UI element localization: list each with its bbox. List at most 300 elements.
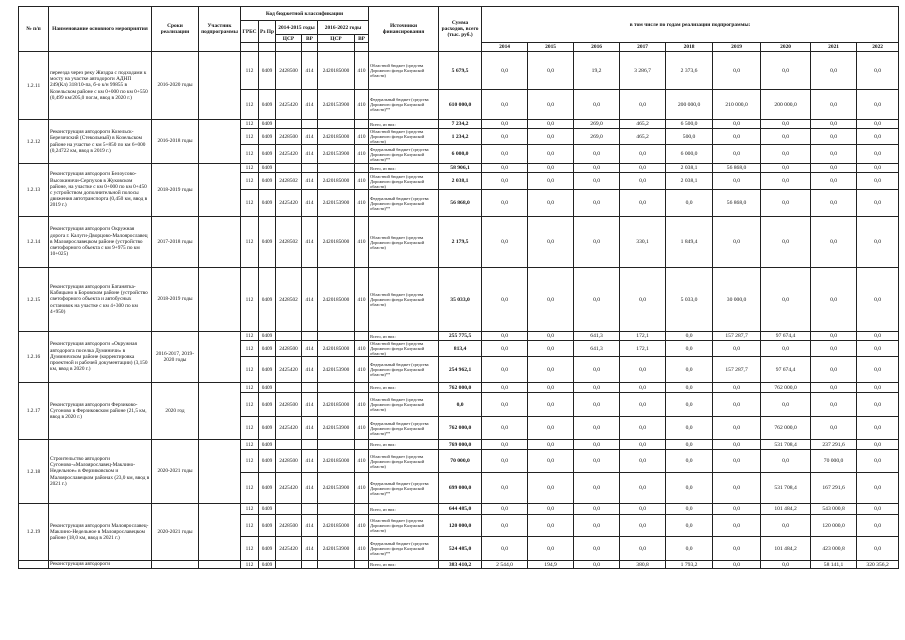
year-value: 0,0	[482, 164, 528, 173]
code-vr-2014: 414	[302, 145, 318, 164]
code-vr-2016	[355, 120, 369, 129]
measure-name: Реконструкция автодороги «Окружная автодорога поселка Думиничи» в Думиничском районе (корректировка проектной и рабочей документации) (3,150 км, ввод в 2020 г.)	[49, 332, 152, 383]
header-by-year: в том числе по годам реализации подпрограммы:	[482, 7, 899, 43]
code-vr-2014	[302, 440, 318, 450]
measure-term	[152, 561, 199, 569]
code-csr-2016: 2420185000	[318, 217, 355, 268]
year-value: 172,1	[620, 341, 666, 357]
participant-cell	[199, 561, 241, 569]
year-value: 0,0	[574, 190, 620, 217]
year-value: 0,0	[811, 52, 857, 90]
year-value: 5 033,0	[666, 268, 713, 332]
year-value: 0,0	[620, 268, 666, 332]
year-value: 0,0	[811, 145, 857, 164]
year-value: 0,0	[620, 537, 666, 561]
year-value: 0,0	[574, 450, 620, 473]
participant-cell	[199, 268, 241, 332]
measure-term: 2016-2018 годы	[152, 120, 199, 164]
year-value: 0,0	[761, 341, 811, 357]
year-value: 0,0	[857, 515, 899, 537]
funding-source: Всего, из них:	[369, 120, 439, 129]
code-vr-2016	[355, 164, 369, 173]
code-rzpr: 0409	[259, 473, 276, 504]
total-sum: 644 485,0	[439, 504, 482, 515]
code-grbs: 112	[241, 537, 259, 561]
header-code-spacer	[318, 43, 355, 52]
year-value: 0,0	[857, 341, 899, 357]
year-value: 0,0	[482, 120, 528, 129]
code-csr-2014: 2428500	[276, 515, 302, 537]
code-csr-2014	[276, 332, 302, 341]
year-value: 0,0	[666, 515, 713, 537]
row-index: 1.2.15	[19, 268, 49, 332]
table-row	[19, 164, 899, 173]
year-value: 237 291,6	[811, 440, 857, 450]
year-value: 0,0	[857, 417, 899, 440]
year-value: 0,0	[620, 90, 666, 120]
year-value: 0,0	[482, 537, 528, 561]
year-value: 0,0	[528, 515, 574, 537]
code-vr-2014	[302, 561, 318, 569]
code-csr-2016: 2420185000	[318, 173, 355, 190]
funding-source: Всего, из них:	[369, 164, 439, 173]
code-csr-2016: 2420185000	[318, 393, 355, 417]
code-grbs: 112	[241, 190, 259, 217]
code-vr-2014: 414	[302, 217, 318, 268]
code-vr-2016	[355, 332, 369, 341]
year-value: 0,0	[857, 120, 899, 129]
code-csr-2016: 2420185000	[318, 450, 355, 473]
header-year: 2015	[528, 43, 574, 52]
code-rzpr: 0409	[259, 537, 276, 561]
code-csr-2016: 2420153900	[318, 537, 355, 561]
code-csr-2016	[318, 164, 355, 173]
funding-source: Федеральный бюджет (средства Дорожного фонда Калужской области)**	[369, 190, 439, 217]
year-value: 0,0	[528, 145, 574, 164]
year-value: 0,0	[482, 217, 528, 268]
year-value: 0,0	[528, 450, 574, 473]
code-csr-2016: 2420153900	[318, 90, 355, 120]
year-value: 58 141,1	[811, 561, 857, 569]
code-vr-2016: 410	[355, 129, 369, 145]
code-rzpr: 0409	[259, 129, 276, 145]
year-value: 1 793,2	[666, 561, 713, 569]
total-sum: 524 485,0	[439, 537, 482, 561]
code-csr-2014	[276, 561, 302, 569]
header-2016-2022: 2016-2022 годы	[318, 21, 369, 35]
header-vr: ВР	[302, 35, 318, 43]
measure-term: 2020 год	[152, 383, 199, 440]
code-vr-2014: 414	[302, 129, 318, 145]
year-value: 0,0	[482, 129, 528, 145]
code-vr-2014: 414	[302, 341, 318, 357]
year-value: 0,0	[761, 515, 811, 537]
year-value: 0,0	[528, 332, 574, 341]
funding-source: Областной бюджет (средства Дорожного фонда Калужской области)	[369, 515, 439, 537]
year-value: 531 708,4	[761, 440, 811, 450]
year-value: 0,0	[713, 515, 761, 537]
year-value: 56 868,0	[713, 190, 761, 217]
year-value: 101 484,2	[761, 504, 811, 515]
year-value: 0,0	[811, 129, 857, 145]
year-value: 0,0	[761, 145, 811, 164]
year-value: 0,0	[620, 357, 666, 383]
code-csr-2016: 2420185000	[318, 129, 355, 145]
code-vr-2014	[302, 332, 318, 341]
total-sum: 254 962,1	[439, 357, 482, 383]
code-csr-2014: 2428500	[276, 129, 302, 145]
code-rzpr: 0409	[259, 164, 276, 173]
year-value: 0,0	[620, 450, 666, 473]
year-value: 0,0	[857, 383, 899, 393]
measure-term: 2020-2021 годы	[152, 440, 199, 504]
year-value: 0,0	[666, 357, 713, 383]
year-value: 0,0	[857, 504, 899, 515]
code-rzpr: 0409	[259, 90, 276, 120]
header-csr: ЦСР	[318, 35, 355, 43]
year-value: 0,0	[761, 450, 811, 473]
year-value: 0,0	[713, 341, 761, 357]
code-vr-2014: 414	[302, 417, 318, 440]
year-value: 200 000,0	[666, 90, 713, 120]
code-csr-2014	[276, 120, 302, 129]
year-value: 19,2	[574, 52, 620, 90]
year-value: 0,0	[666, 473, 713, 504]
total-sum: 813,4	[439, 341, 482, 357]
year-value: 0,0	[574, 417, 620, 440]
year-value: 0,0	[857, 90, 899, 120]
code-rzpr: 0409	[259, 440, 276, 450]
code-csr-2016	[318, 561, 355, 569]
year-value: 0,0	[620, 173, 666, 190]
year-value: 0,0	[482, 190, 528, 217]
row-index: 1.2.12	[19, 120, 49, 164]
year-value: 0,0	[857, 52, 899, 90]
header-term: Сроки реализации	[152, 7, 199, 52]
year-value: 0,0	[811, 393, 857, 417]
header-csr: ЦСР	[276, 35, 302, 43]
year-value: 167 291,6	[811, 473, 857, 504]
participant-cell	[199, 217, 241, 268]
funding-source: Областной бюджет (средства Дорожного фонда Калужской области)	[369, 129, 439, 145]
year-value: 0,0	[666, 450, 713, 473]
code-csr-2014: 2428500	[276, 450, 302, 473]
code-csr-2014: 2428500	[276, 393, 302, 417]
year-value: 0,0	[574, 145, 620, 164]
code-rzpr: 0409	[259, 332, 276, 341]
total-sum: 7 234,2	[439, 120, 482, 129]
year-value: 0,0	[666, 417, 713, 440]
code-vr-2016	[355, 440, 369, 450]
code-vr-2016: 410	[355, 52, 369, 90]
year-value: 0,0	[713, 52, 761, 90]
code-csr-2014: 2425420	[276, 537, 302, 561]
participant-cell	[199, 120, 241, 164]
header-year: 2019	[713, 43, 761, 52]
year-value: 0,0	[761, 393, 811, 417]
year-value: 0,0	[620, 417, 666, 440]
year-value: 269,0	[574, 120, 620, 129]
header-code-spacer	[259, 43, 276, 52]
header-year: 2016	[574, 43, 620, 52]
year-value: 0,0	[482, 440, 528, 450]
code-grbs: 112	[241, 120, 259, 129]
year-value: 0,0	[857, 357, 899, 383]
row-index: 1.2.19	[19, 504, 49, 561]
year-value: 157 287,7	[713, 332, 761, 341]
year-value: 0,0	[666, 440, 713, 450]
year-value: 0,0	[528, 473, 574, 504]
row-index: 1.2.17	[19, 383, 49, 440]
year-value: 0,0	[857, 393, 899, 417]
row-index	[19, 561, 49, 569]
code-vr-2014: 414	[302, 52, 318, 90]
code-csr-2016: 2420153900	[318, 357, 355, 383]
year-value: 0,0	[857, 473, 899, 504]
year-value: 0,0	[761, 52, 811, 90]
row-index: 1.2.13	[19, 164, 49, 217]
year-value: 0,0	[574, 440, 620, 450]
year-value: 0,0	[761, 268, 811, 332]
funding-source: Областной бюджет (средства Дорожного фонда Калужской области)	[369, 217, 439, 268]
header-code-spacer	[276, 43, 302, 52]
total-sum: 35 033,0	[439, 268, 482, 332]
year-value: 2 373,6	[666, 52, 713, 90]
year-value: 0,0	[811, 164, 857, 173]
year-value: 0,0	[713, 561, 761, 569]
total-sum: 6 000,0	[439, 145, 482, 164]
year-value: 423 000,8	[811, 537, 857, 561]
code-vr-2016: 410	[355, 173, 369, 190]
year-value: 0,0	[482, 341, 528, 357]
measure-term: 2016-2017, 2019-2020 годы	[152, 332, 199, 383]
code-vr-2014: 414	[302, 450, 318, 473]
code-vr-2014: 414	[302, 357, 318, 383]
year-value: 0,0	[482, 90, 528, 120]
header-year: 2018	[666, 43, 713, 52]
code-csr-2014	[276, 504, 302, 515]
year-value: 0,0	[857, 190, 899, 217]
code-rzpr: 0409	[259, 357, 276, 383]
participant-cell	[199, 383, 241, 440]
measure-name: Реконструкция автодороги Козельск-Березичский (Стекольный) в Козельском районе на участке с км 5+850 по км 6+000 (0,24722 км, ввод в 2019 г.)	[49, 120, 152, 164]
year-value: 0,0	[761, 120, 811, 129]
year-value: 0,0	[528, 504, 574, 515]
code-grbs: 112	[241, 341, 259, 357]
year-value: 0,0	[811, 173, 857, 190]
code-grbs: 112	[241, 504, 259, 515]
measure-name: Реконструкция автодороги Ферзиково-Сугоново в Ферзиковском районе (21,5 км, ввод в 2020 г.)	[49, 383, 152, 440]
year-value: 0,0	[528, 341, 574, 357]
code-vr-2016	[355, 561, 369, 569]
code-csr-2016: 2420153900	[318, 190, 355, 217]
code-vr-2014	[302, 504, 318, 515]
year-value: 2 544,0	[482, 561, 528, 569]
table-row	[19, 120, 899, 129]
year-value: 531 708,4	[761, 473, 811, 504]
code-rzpr: 0409	[259, 383, 276, 393]
year-value: 0,0	[574, 90, 620, 120]
year-value: 0,0	[761, 190, 811, 217]
year-value: 0,0	[482, 515, 528, 537]
measure-term: 2020-2021 годы	[152, 504, 199, 561]
code-grbs: 112	[241, 383, 259, 393]
year-value: 0,0	[666, 383, 713, 393]
code-csr-2016: 2420185000	[318, 268, 355, 332]
total-sum: 2 179,5	[439, 217, 482, 268]
year-value: 0,0	[528, 268, 574, 332]
year-value: 320 356,2	[857, 561, 899, 569]
year-value: 0,0	[528, 52, 574, 90]
year-value: 0,0	[620, 383, 666, 393]
total-sum: 383 410,2	[439, 561, 482, 569]
code-grbs: 112	[241, 357, 259, 383]
year-value: 210 000,0	[713, 90, 761, 120]
row-index: 1.2.16	[19, 332, 49, 383]
year-value: 465,2	[620, 120, 666, 129]
code-csr-2016: 2420185000	[318, 341, 355, 357]
year-value: 0,0	[482, 417, 528, 440]
year-value: 0,0	[482, 332, 528, 341]
header-code-spacer	[241, 43, 259, 52]
year-value: 97 674,4	[761, 332, 811, 341]
code-csr-2016: 2420185000	[318, 515, 355, 537]
funding-source: Всего, из них:	[369, 383, 439, 393]
code-csr-2014: 2428502	[276, 173, 302, 190]
funding-source: Всего, из них:	[369, 561, 439, 569]
year-value: 0,0	[528, 357, 574, 383]
year-value: 641,3	[574, 341, 620, 357]
table-row	[19, 561, 899, 569]
table-row	[19, 217, 899, 268]
code-csr-2016: 2420153900	[318, 145, 355, 164]
total-sum: 0,0	[439, 393, 482, 417]
year-value: 0,0	[713, 129, 761, 145]
year-value: 0,0	[528, 164, 574, 173]
year-value: 0,0	[761, 173, 811, 190]
header-2014-2015: 2014-2015 годы	[276, 21, 318, 35]
code-vr-2016	[355, 383, 369, 393]
total-sum: 120 000,0	[439, 515, 482, 537]
year-value: 30 000,0	[713, 268, 761, 332]
year-value: 0,0	[666, 332, 713, 341]
row-index: 1.2.14	[19, 217, 49, 268]
code-csr-2016: 2420153900	[318, 417, 355, 440]
row-index: 1.2.18	[19, 440, 49, 504]
year-value: 269,0	[574, 129, 620, 145]
funding-source: Федеральный бюджет (средства Дорожного фонда Калужской области)**	[369, 145, 439, 164]
year-value: 0,0	[811, 268, 857, 332]
funding-source: Областной бюджет (средства Дорожного фонда Калужской области)	[369, 393, 439, 417]
year-value: 641,3	[574, 332, 620, 341]
year-value: 101 484,2	[761, 537, 811, 561]
year-value: 0,0	[761, 217, 811, 268]
code-vr-2014: 414	[302, 537, 318, 561]
funding-source: Областной бюджет (средства Дорожного фонда Калужской области)	[369, 173, 439, 190]
year-value: 0,0	[811, 341, 857, 357]
year-value: 0,0	[574, 383, 620, 393]
year-value: 0,0	[713, 537, 761, 561]
year-value: 0,0	[620, 440, 666, 450]
header-year: 2020	[761, 43, 811, 52]
year-value: 0,0	[713, 417, 761, 440]
year-value: 3 286,7	[620, 52, 666, 90]
funding-source: Федеральный бюджет (средства Дорожного фонда Калужской области)**	[369, 537, 439, 561]
year-value: 0,0	[620, 393, 666, 417]
year-value: 0,0	[811, 120, 857, 129]
year-value: 0,0	[713, 473, 761, 504]
header-year: 2021	[811, 43, 857, 52]
table-row	[19, 52, 899, 90]
year-value: 0,0	[528, 129, 574, 145]
header-participants: Участник подпрограммы	[199, 7, 241, 52]
year-value: 500,0	[666, 129, 713, 145]
code-rzpr: 0409	[259, 341, 276, 357]
code-vr-2014: 414	[302, 90, 318, 120]
header-rzpr: Рз Пр	[259, 21, 276, 43]
funding-source: Всего, из них:	[369, 504, 439, 515]
funding-source: Областной бюджет (средства Дорожного фонда Калужской области)	[369, 341, 439, 357]
code-vr-2014	[302, 383, 318, 393]
table-row	[19, 268, 899, 332]
funding-source: Всего, из них:	[369, 440, 439, 450]
code-vr-2016: 410	[355, 515, 369, 537]
code-vr-2014	[302, 164, 318, 173]
header-sum: Сумма расходов, всего (тыс. руб.)	[439, 7, 482, 52]
year-value: 0,0	[666, 504, 713, 515]
year-value: 0,0	[857, 164, 899, 173]
funding-source: Областной бюджет (средства Дорожного фонда Калужской области)	[369, 268, 439, 332]
year-value: 0,0	[620, 515, 666, 537]
year-value: 0,0	[666, 341, 713, 357]
funding-source: Федеральный бюджет (средства Дорожного фонда Калужской области)**	[369, 90, 439, 120]
year-value: 0,0	[713, 440, 761, 450]
year-value: 0,0	[713, 504, 761, 515]
header-year: 2017	[620, 43, 666, 52]
code-csr-2014: 2428500	[276, 52, 302, 90]
year-value: 0,0	[713, 217, 761, 268]
year-value: 0,0	[528, 537, 574, 561]
year-value: 0,0	[482, 173, 528, 190]
code-rzpr: 0409	[259, 120, 276, 129]
year-value: 0,0	[666, 190, 713, 217]
code-vr-2014: 414	[302, 473, 318, 504]
code-vr-2016: 410	[355, 357, 369, 383]
code-vr-2016: 410	[355, 217, 369, 268]
code-vr-2014: 414	[302, 190, 318, 217]
header-code-spacer	[355, 43, 369, 52]
header-grbs: ГРБС	[241, 21, 259, 43]
year-value: 0,0	[713, 145, 761, 164]
code-rzpr: 0409	[259, 450, 276, 473]
code-grbs: 112	[241, 90, 259, 120]
funding-source: Федеральный бюджет (средства Дорожного фонда Калужской области)**	[369, 417, 439, 440]
code-grbs: 112	[241, 473, 259, 504]
code-grbs: 112	[241, 440, 259, 450]
code-vr-2016: 410	[355, 450, 369, 473]
year-value: 0,0	[574, 504, 620, 515]
measure-term: 2018-2019 годы	[152, 268, 199, 332]
year-value: 0,0	[528, 190, 574, 217]
year-value: 0,0	[666, 537, 713, 561]
code-vr-2014	[302, 120, 318, 129]
year-value: 0,0	[528, 173, 574, 190]
total-sum: 255 775,5	[439, 332, 482, 341]
year-value: 0,0	[482, 52, 528, 90]
total-sum: 762 000,0	[439, 383, 482, 393]
header-source: Источники финансирования	[369, 7, 439, 52]
year-value: 0,0	[857, 537, 899, 561]
